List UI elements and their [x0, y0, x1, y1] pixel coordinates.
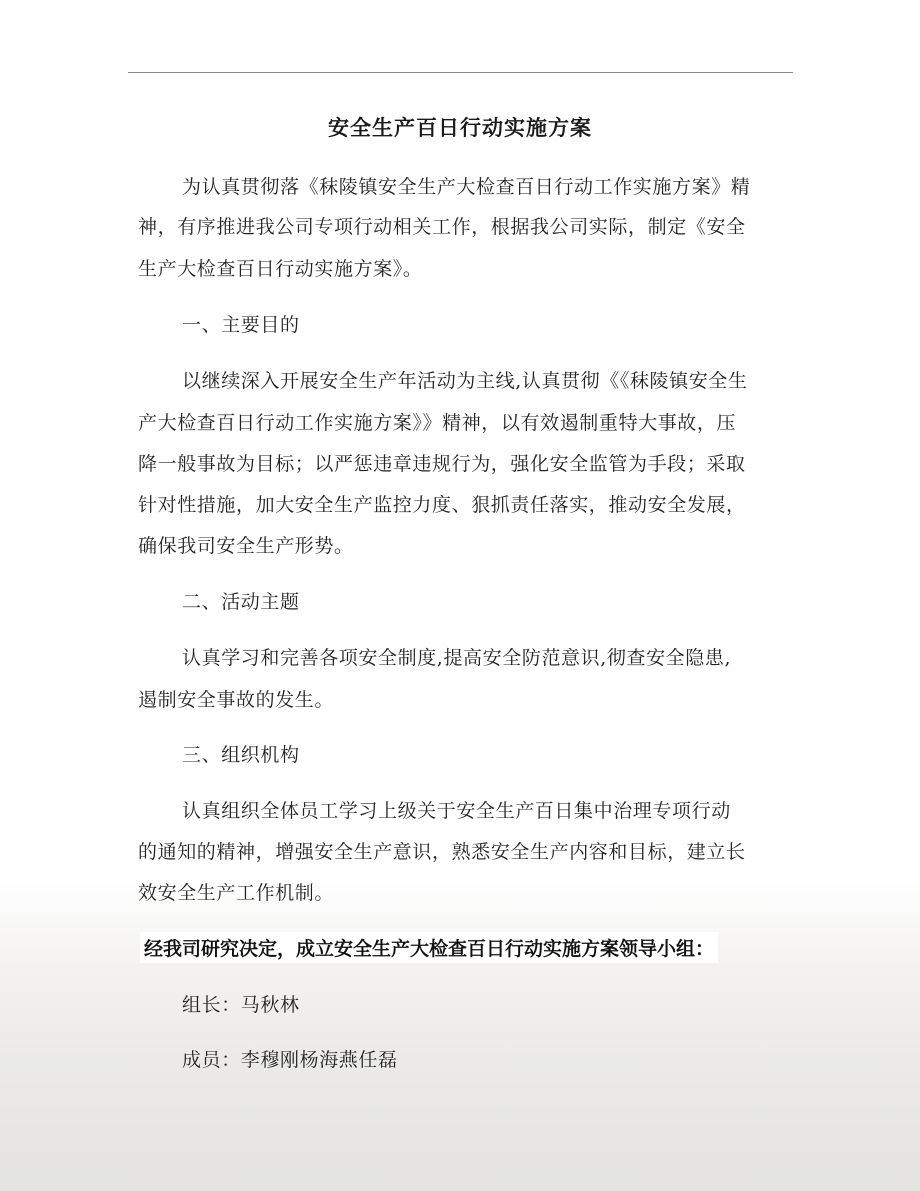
header-rule — [128, 72, 793, 73]
section-2-heading: 二、活动主题 — [182, 591, 300, 613]
section-3-heading: 三、组织机构 — [182, 744, 300, 766]
intro-line-2: 神，有序推进我公司专项行动相关工作，根据我公司实际，制定《安全 — [138, 216, 746, 238]
section-1-line-2: 产大检查百日行动工作实施方案》》精神，以有效遏制重特大事故，压 — [138, 412, 737, 434]
document-title: 安全生产百日行动实施方案 — [328, 115, 592, 140]
section-1-line-1: 以继续深入开展安全生产年活动为主线,认真贯彻《《秣陵镇安全生 — [182, 370, 748, 392]
intro-line-1: 为认真贯彻落《秣陵镇安全生产大检查百日行动工作实施方案》精 — [182, 176, 751, 198]
section-3-line-1: 认真组织全体员工学习上级关于安全生产百日集中治理专项行动 — [182, 800, 731, 822]
section-1-heading: 一、主要目的 — [182, 314, 300, 336]
decision-statement: 经我司研究决定，成立安全生产大检查百日行动实施方案领导小组： — [140, 932, 718, 963]
intro-line-3: 生产大检查百日行动实施方案》。 — [138, 258, 423, 280]
section-3-line-3: 效安全生产工作机制。 — [138, 882, 335, 904]
section-1-line-3: 降一般事故为目标；以严惩违章违规行为，强化安全监管为手段；采取 — [138, 453, 746, 475]
section-2-line-2: 遏制安全事故的发生。 — [138, 689, 335, 711]
group-members: 成员：李穆刚杨海燕任磊 — [182, 1049, 398, 1071]
group-leader: 组长：马秋林 — [182, 994, 300, 1016]
section-3-line-2: 的通知的精神，增强安全生产意识，熟悉安全生产内容和目标，建立长 — [138, 841, 746, 863]
section-1-line-4: 针对性措施，加大安全生产监控力度、狠抓责任落实，推动安全发展， — [138, 494, 746, 516]
section-1-line-5: 确保我司安全生产形势。 — [138, 535, 354, 557]
section-2-line-1: 认真学习和完善各项安全制度,提高安全防范意识,彻查安全隐患, — [182, 647, 732, 669]
